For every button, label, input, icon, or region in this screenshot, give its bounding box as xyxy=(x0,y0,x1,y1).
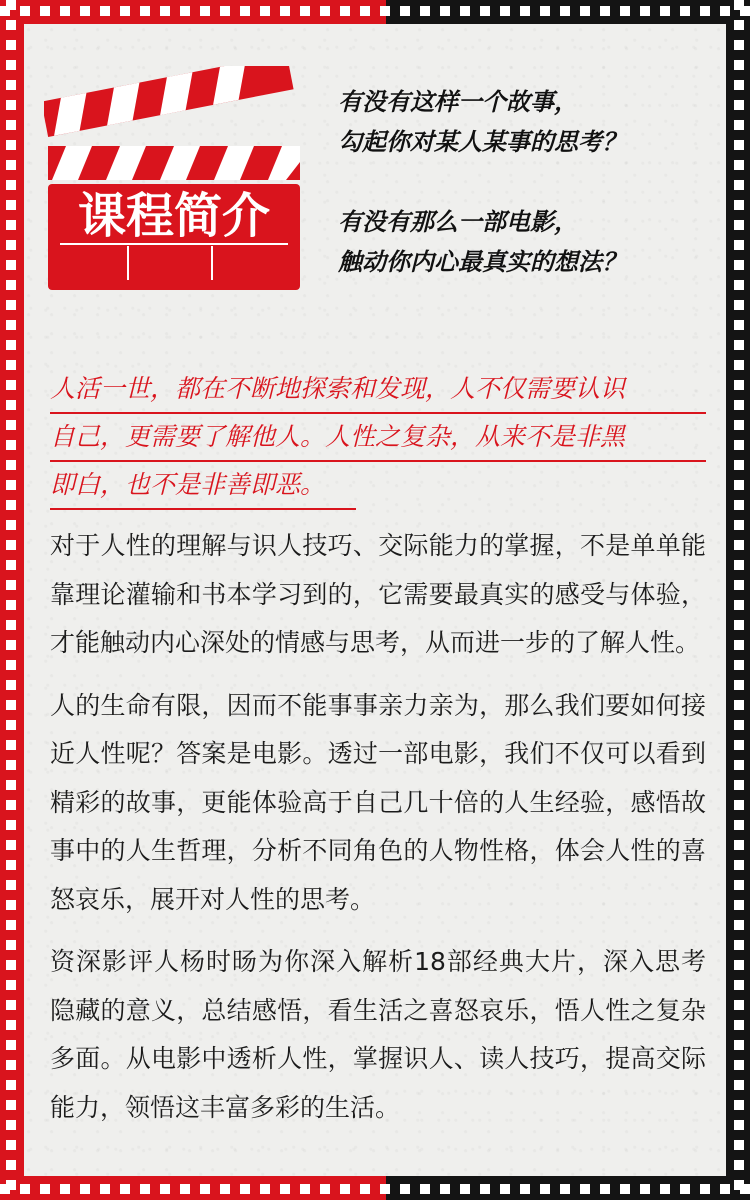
quote-line: 自己，更需要了解他人。人性之复杂，从来不是非黑 xyxy=(50,414,706,462)
intro-questions xyxy=(338,82,718,282)
intro-line: 勾起你对某人某事的思考？ xyxy=(338,127,626,156)
highlight-quote xyxy=(50,366,706,510)
body-paragraph: 人的生命有限，因而不能事事亲力亲为，那么我们要如何接近人性呢？答案是电影。透过一部电影，我们不仅可以看到精彩的故事，更能体验高于自己几十倍的人生经验，感悟故事中的人生哲理，分析不同角色的人物性格，体会人性的喜怒哀乐，展开对人性的思考。 xyxy=(50,690,706,914)
body-paragraph: 资深影评人杨时旸为你深入解析18部经典大片，深入思考隐藏的意义，总结感悟，看生活之喜怒哀乐，悟人性之复杂多面。从电影中透析人性，掌握识人、读人技巧，提高交际能力，领悟这丰富多彩的生活。 xyxy=(50,947,706,1122)
quote-line: 即白，也不是非善即恶。 xyxy=(50,462,356,510)
intro-line: 触动你内心最真实的想法？ xyxy=(338,247,626,276)
intro-line: 有没有这样一个故事， xyxy=(338,87,578,116)
course-description xyxy=(50,366,706,1146)
intro-line: 有没有那么一部电影， xyxy=(338,207,578,236)
clapperboard-icon xyxy=(44,66,306,296)
quote-line: 人活一世，都在不断地探索和发现，人不仅需要认识 xyxy=(50,366,706,414)
body-paragraph: 对于人性的理解与识人技巧、交际能力的掌握，不是单单能靠理论灌输和书本学习到的，它需要最真实的感受与体验，才能触动内心深处的情感与思考，从而进一步的了解人性。 xyxy=(50,531,706,657)
course-intro-title: 课程简介 xyxy=(77,188,271,244)
